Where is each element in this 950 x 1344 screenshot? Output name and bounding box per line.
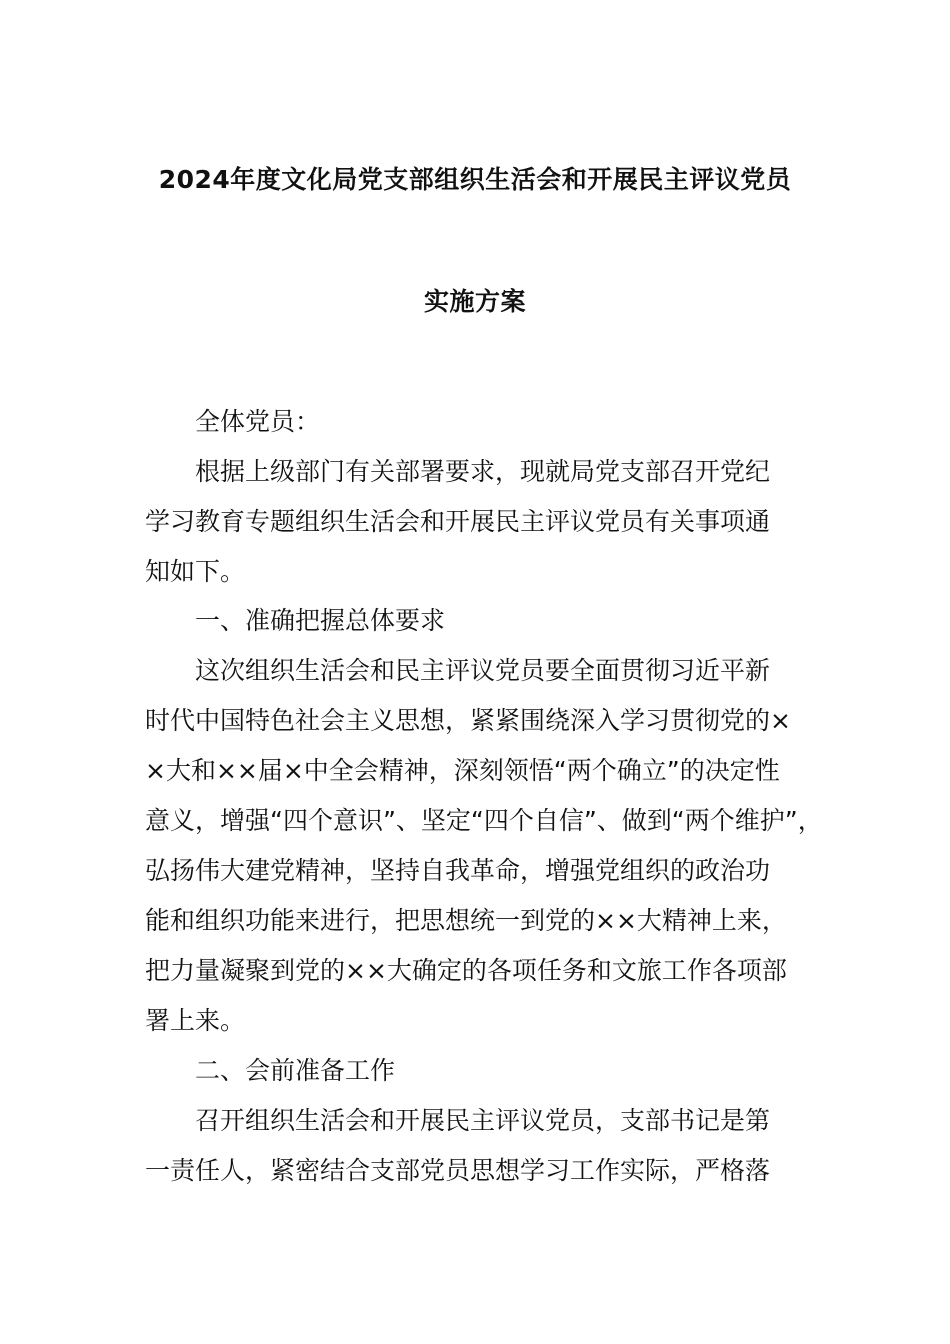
section-heading-2: 二、会前准备工作 [195, 1056, 396, 1085]
paragraph-line: 这次组织生活会和民主评议党员要全面贯彻习近平新 [195, 656, 771, 685]
paragraph-line: 一责任人，紧密结合支部党员思想学习工作实际，严格落 [145, 1156, 771, 1185]
salutation: 全体党员： [195, 407, 321, 436]
document-title-line-1: 2024年度文化局党支部组织生活会和开展民主评议党员 [158, 165, 792, 194]
paragraph-line: 时代中国特色社会主义思想，紧紧围绕深入学习贯彻党的× [145, 706, 791, 735]
paragraph-line: 弘扬伟大建党精神，坚持自我革命，增强党组织的政治功 [145, 856, 771, 885]
paragraph-line: 意义，增强“四个意识”、坚定“四个自信”、做到“两个维护”， [145, 806, 823, 835]
paragraph-line: 能和组织功能来进行，把思想统一到党的××大精神上来， [145, 906, 787, 935]
paragraph-line: 学习教育专题组织生活会和开展民主评议党员有关事项通 [145, 507, 771, 536]
paragraph-line: ×大和××届×中全会精神，深刻领悟“两个确立”的决定性 [145, 756, 780, 785]
paragraph-line: 署上来。 [145, 1006, 246, 1035]
paragraph-line: 把力量凝聚到党的××大确定的各项任务和文旅工作各项部 [145, 956, 787, 985]
paragraph-line: 召开组织生活会和开展民主评议党员，支部书记是第 [195, 1106, 771, 1135]
section-heading-1: 一、准确把握总体要求 [195, 606, 446, 635]
paragraph-line: 根据上级部门有关部署要求，现就局党支部召开党纪 [195, 457, 771, 486]
paragraph-line: 知如下。 [145, 557, 246, 586]
document-title-line-2: 实施方案 [423, 287, 526, 316]
